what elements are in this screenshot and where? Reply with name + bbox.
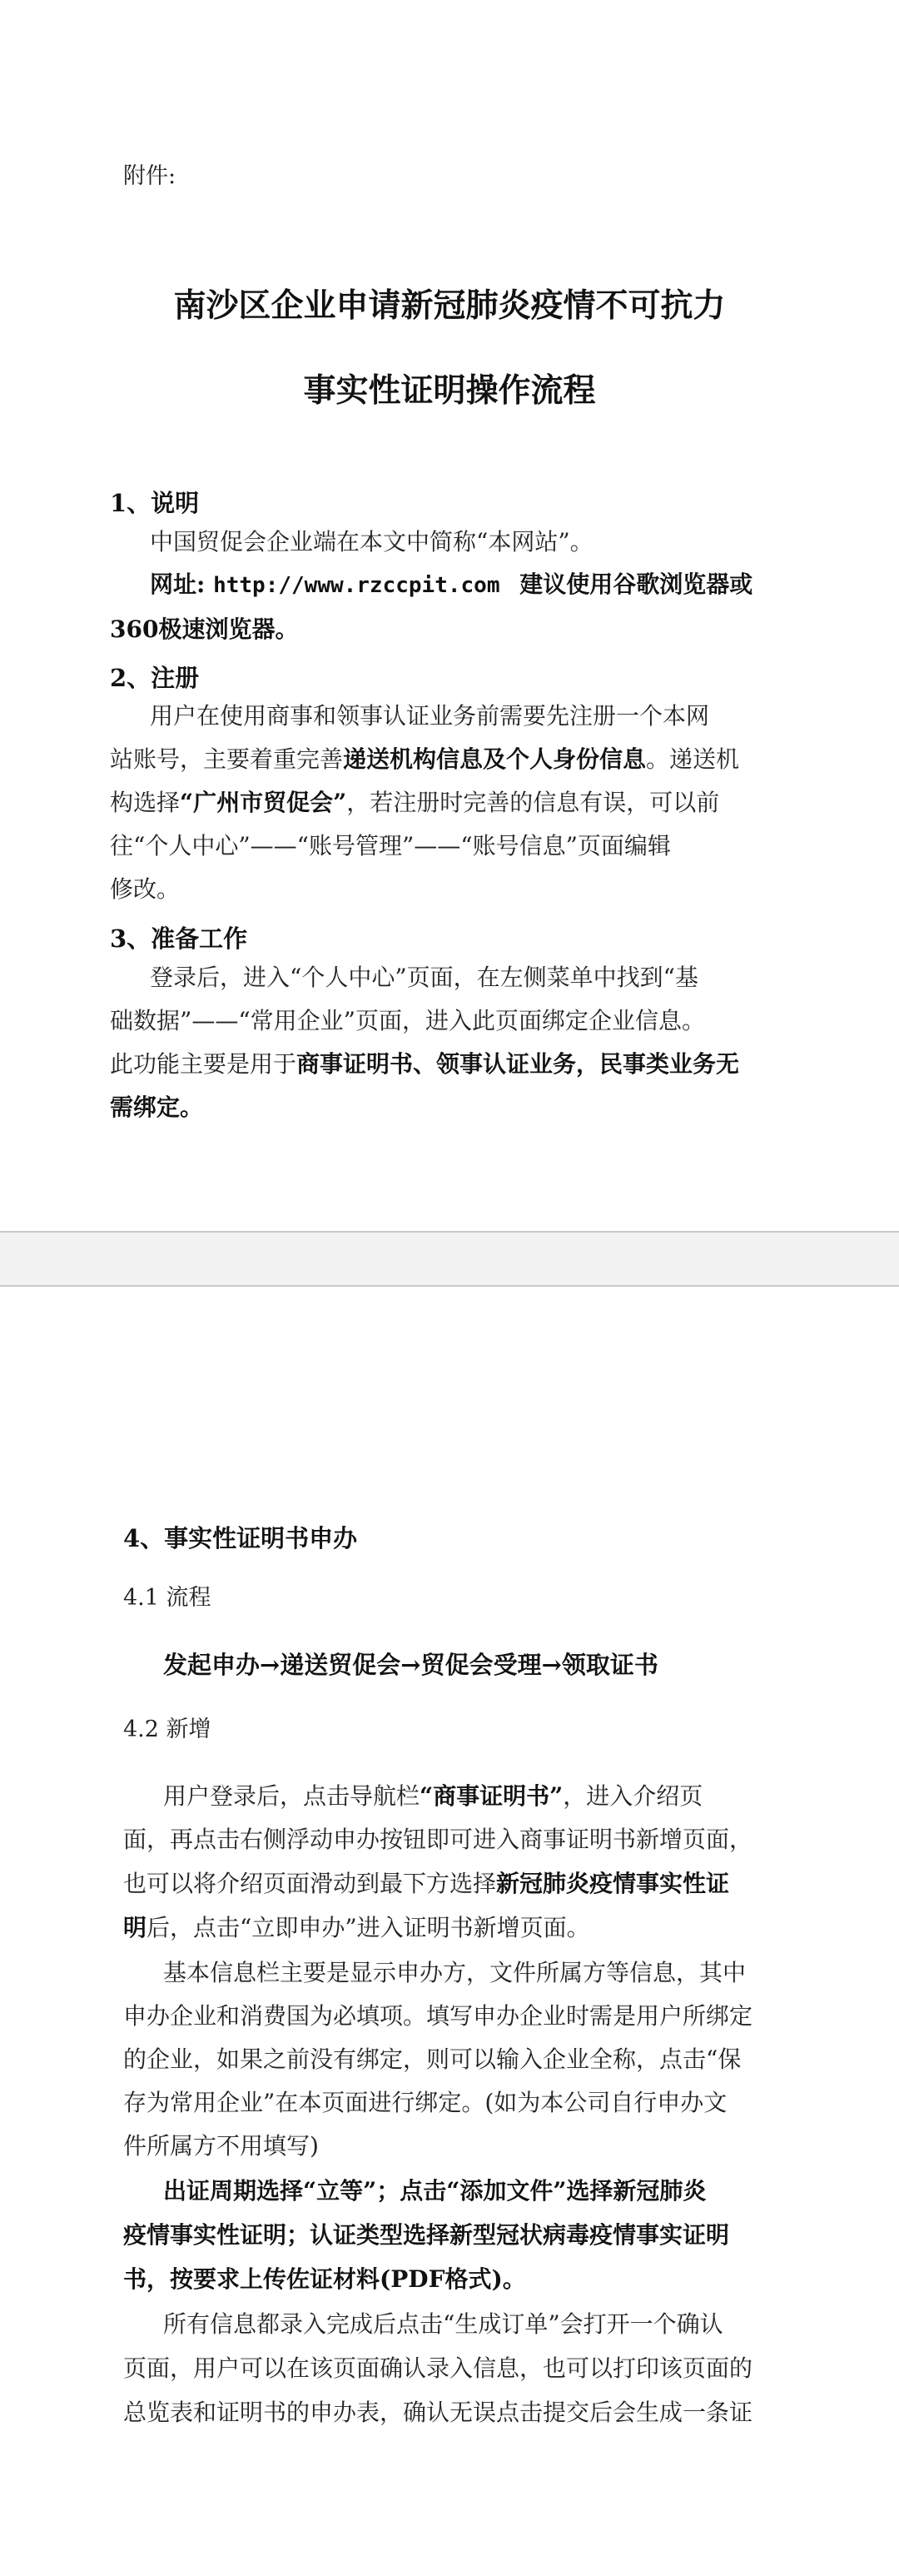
section-4-heading: 4、事实性证明书申办 [123, 1524, 358, 1552]
section-3-line-3 [110, 1050, 740, 1078]
section-2-heading: 2、注册 [110, 664, 200, 692]
emphasis-run: 明 [123, 1914, 147, 1941]
section-1-line-2 [150, 573, 752, 596]
text-run: 此功能主要是用于 [110, 1050, 297, 1078]
emphasis-run: “广州市贸促会” [180, 789, 347, 816]
text-run: ，进入介绍页 [563, 1782, 703, 1810]
emphasis-run: “商事证明书” [420, 1782, 564, 1810]
paragraph-1-line-2: 面，再点击右侧浮动申办按钮即可进入商事证明书新增页面， [123, 1826, 753, 1853]
website-url: http://www.rzccpit.com [213, 573, 500, 598]
section-2-line-1: 用户在使用商事和领事认证业务前需要先注册一个本网 [150, 702, 710, 730]
section-2-line-3 [110, 791, 719, 815]
document-page-2 [0, 1287, 899, 2576]
paragraph-1-line-1 [163, 1782, 703, 1810]
text-run: 后，点击“立即申办”进入证明书新增页面。 [147, 1914, 590, 1941]
text-run: 。递送机 [646, 745, 740, 773]
text-run: 站账号，主要着重完善 [110, 745, 344, 773]
text-run: 构选择 [110, 789, 181, 816]
paragraph-2-line-1: 基本信息栏主要是显示申办方，文件所属方等信息，其中 [163, 1959, 747, 1986]
url-label: 网址: [150, 571, 206, 598]
section-1-line-3: 360极速浏览器。 [110, 615, 299, 643]
emphasis-run: 商事证明书、领事认证业务，民事类业务无 [296, 1050, 740, 1078]
subsection-4-2-heading: 4.2 新增 [123, 1717, 211, 1742]
section-1-heading: 1、说明 [110, 489, 200, 517]
document-page-1 [0, 0, 899, 1231]
paragraph-2-line-4: 存为常用企业”在本页面进行绑定。(如为本公司自行申办文 [123, 2089, 728, 2116]
subsection-4-1-heading: 4.1 流程 [123, 1585, 211, 1611]
emphasis-run: 递送机构信息及个人身份信息 [343, 745, 647, 773]
document-title-line-2: 事实性证明操作流程 [303, 371, 596, 410]
page-separator [0, 1231, 899, 1287]
section-1-line-1: 中国贸促会企业端在本文中简称“本网站”。 [150, 528, 594, 556]
section-3-line-4: 需绑定。 [110, 1094, 204, 1121]
document-title-line-1: 南沙区企业申请新冠肺炎疫情不可抗力 [173, 286, 726, 325]
paragraph-4-line-1: 所有信息都录入完成后点击“生成订单”会打开一个确认 [163, 2310, 723, 2338]
emphasis-run: 新冠肺炎疫情事实性证 [496, 1870, 730, 1897]
paragraph-3-line-2: 疫情事实性证明；认证类型选择新型冠状病毒疫情事实证明 [123, 2221, 730, 2249]
section-2-line-2 [110, 745, 740, 773]
paragraph-4-line-2: 页面，用户可以在该页面确认录入信息，也可以打印该页面的 [123, 2354, 753, 2382]
text-run: ，若注册时完善的信息有误，可以前 [346, 789, 720, 816]
section-2-line-4: 往“个人中心”——“账号管理”——“账号信息”页面编辑 [110, 832, 671, 859]
text-run: 也可以将介绍页面滑动到最下方选择 [123, 1870, 497, 1897]
paragraph-3-line-3: 书，按要求上传佐证材料(PDF格式)。 [123, 2265, 526, 2293]
section-3-line-1: 登录后，进入“个人中心”页面，在左侧菜单中找到“基 [150, 964, 698, 991]
paragraph-2-line-5: 件所属方不用填写) [123, 2132, 319, 2160]
paragraph-3-line-1: 出证周期选择“立等”；点击“添加文件”选择新冠肺炎 [163, 2177, 707, 2205]
process-flow: 发起申办→递送贸促会→贸促会受理→领取证书 [163, 1651, 658, 1679]
attachment-label: 附件: [123, 163, 176, 189]
paragraph-4-line-3: 总览表和证明书的申办表，确认无误点击提交后会生成一条证 [123, 2399, 753, 2426]
paragraph-2-line-3: 的企业，如果之前没有绑定，则可以输入企业全称，点击“保 [123, 2045, 742, 2073]
paragraph-1-line-3 [123, 1872, 729, 1896]
section-2-line-5: 修改。 [110, 875, 181, 903]
paragraph-1-line-4 [123, 1916, 590, 1940]
text-run: 用户登录后，点击导航栏 [163, 1782, 420, 1810]
section-3-heading: 3、准备工作 [110, 924, 248, 953]
browser-suggestion: 建议使用谷歌浏览器或 [519, 571, 753, 598]
paragraph-2-line-2: 申办企业和消费国为必填项。填写申办企业时需是用户所绑定 [123, 2002, 753, 2030]
section-3-line-2: 础数据”——“常用企业”页面，进入此页面绑定企业信息。 [110, 1007, 705, 1034]
